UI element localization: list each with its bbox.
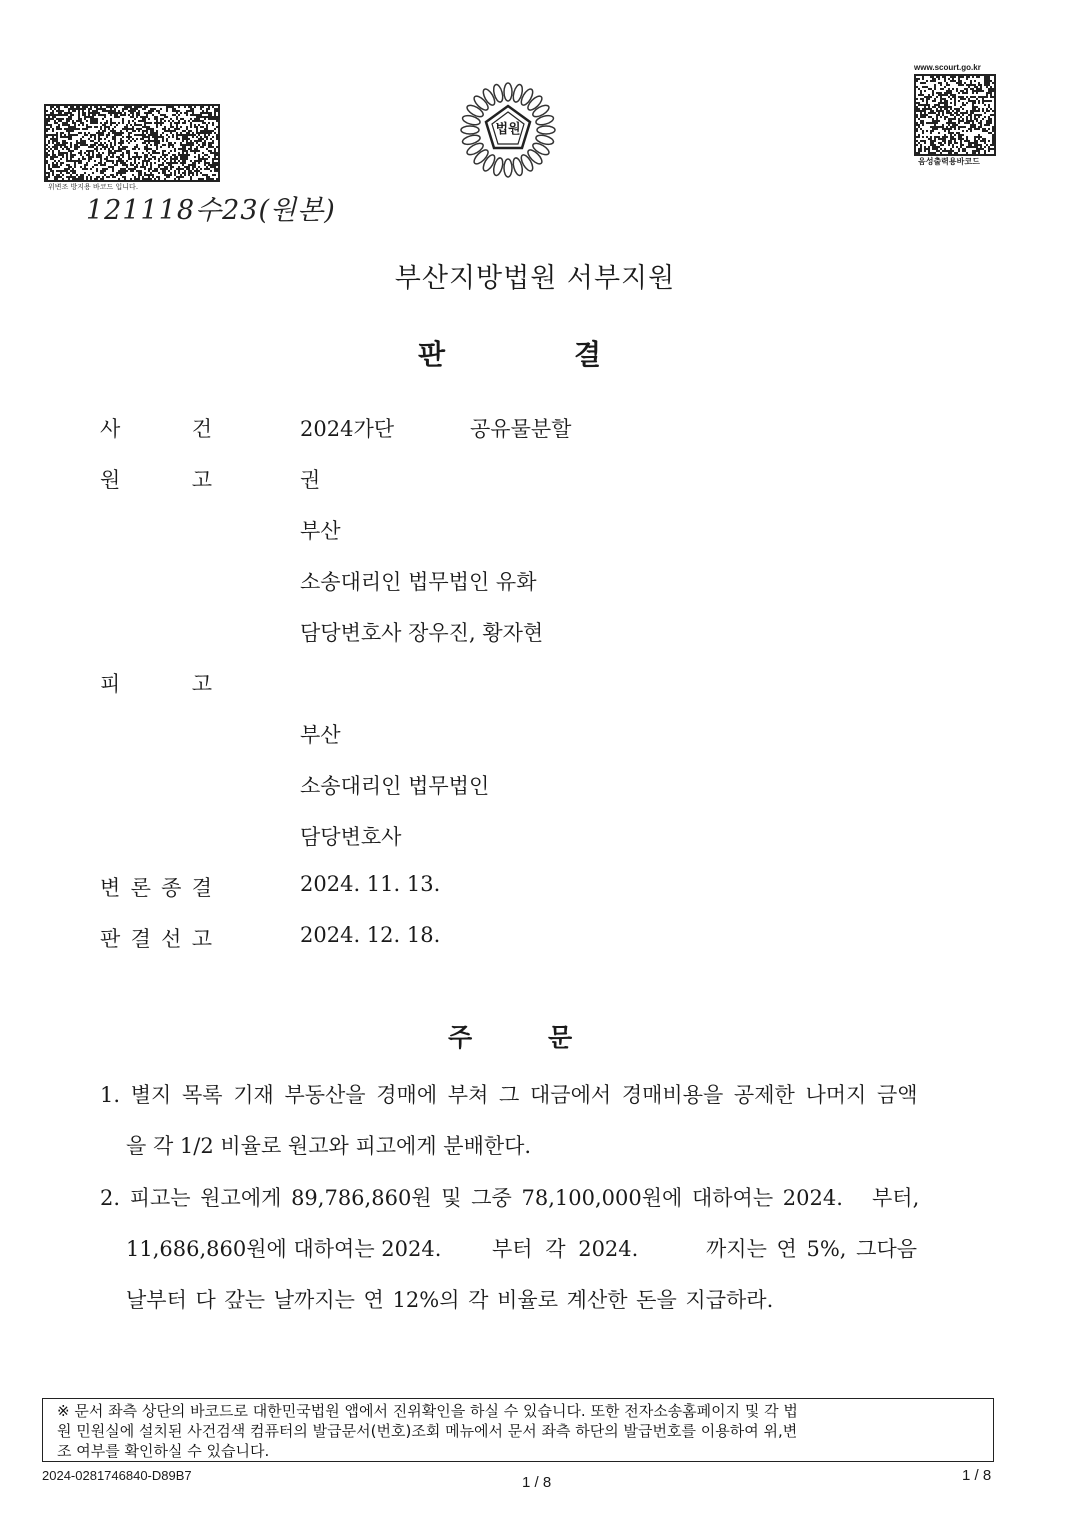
right-barcode-caption: 음성출력용바코드 <box>918 157 980 166</box>
plaintiff-label-char: 고 <box>191 468 212 492</box>
order-p1-line1: 1. 별지 목록 기재 부동산을 경매에 부쳐 그 대금에서 경매비용을 공제한 나머지 금액 <box>100 1083 918 1107</box>
judgment-date: 2024. 12. 18. <box>300 923 441 947</box>
defendant-label <box>100 668 212 698</box>
title-char-2: 결 <box>574 338 602 371</box>
authenticity-notice <box>42 1398 994 1462</box>
defendant-counsel: 소송대리인 법무법인 <box>300 774 490 798</box>
notice-line-2: 원 민원실에 설치된 사건검색 컴퓨터의 발급문서(번호)조회 메뉴에서 문서 좌측 하단의 발급번호를 이용하여 위,변 <box>57 1422 798 1440</box>
order-p1-line2: 을 각 1/2 비율로 원고와 피고에게 분배한다. <box>126 1134 532 1158</box>
emblem-label: 법원 <box>495 122 521 137</box>
plaintiff-attorneys: 담당변호사 장우진, 황자현 <box>300 621 544 645</box>
notice-line-1: ※ 문서 좌측 상단의 바코드로 대한민국법원 앱에서 진위확인을 하실 수 있습니다. 또한 전자소송홈페이지 및 각 법 <box>57 1402 798 1420</box>
authenticity-barcode <box>44 104 220 182</box>
closing-date: 2024. 11. 13. <box>300 872 441 896</box>
plaintiff-address: 부산 <box>300 519 341 543</box>
order-p2-line1a: 2. 피고는 원고에게 89,786,860원 및 그중 78,100,000원에 대하여는 2024. <box>100 1186 843 1210</box>
barcode-pattern-right <box>916 76 994 154</box>
closing-label-char: 종 <box>161 876 182 900</box>
closing-label <box>100 872 212 902</box>
case-label <box>100 413 212 443</box>
judgment-label-char: 결 <box>130 927 151 951</box>
closing-label-char: 변 <box>100 876 121 900</box>
case-number: 2024가단 <box>300 417 395 441</box>
judgment-label-char: 고 <box>191 927 212 951</box>
left-barcode-caption: 위변조 방지용 바코드 입니다. <box>48 183 139 191</box>
page-number-right: 1 / 8 <box>962 1467 992 1484</box>
judgment-label-char: 판 <box>100 927 121 951</box>
case-label-char: 건 <box>191 417 212 441</box>
plaintiff-counsel: 소송대리인 법무법인 유화 <box>300 570 537 594</box>
notice-line-3: 조 여부를 확인하실 수 있습니다. <box>57 1442 270 1460</box>
court-name: 부산지방법원 서부지원 <box>394 263 676 294</box>
judgment-label-char: 선 <box>161 927 182 951</box>
plaintiff-name: 권 <box>300 468 321 492</box>
audio-barcode <box>914 74 996 156</box>
order-p2-line2a: 11,686,860원에 대하여는 2024. <box>126 1237 442 1261</box>
order-p2-line1b: 부터, <box>872 1186 920 1210</box>
title-char-1: 판 <box>418 338 446 371</box>
judgment-label <box>100 923 212 953</box>
scourt-url: www.scourt.go.kr <box>914 63 981 72</box>
closing-label-char: 론 <box>130 876 151 900</box>
plaintiff-label <box>100 464 212 494</box>
page-number-center: 1 / 8 <box>522 1474 552 1491</box>
court-emblem <box>454 76 562 184</box>
defendant-label-char: 고 <box>191 672 212 696</box>
order-p2-line3: 날부터 다 갚는 날까지는 연 12%의 각 비율로 계산한 돈을 지급하라. <box>126 1288 774 1312</box>
order-heading-char-1: 주 <box>448 1023 473 1052</box>
case-name: 공유물분할 <box>470 417 572 441</box>
closing-label-char: 결 <box>191 876 212 900</box>
plaintiff-label-char: 원 <box>100 468 121 492</box>
defendant-attorneys: 담당변호사 <box>300 825 402 849</box>
order-p2-line2c: 까지는 연 5%, 그다음 <box>706 1237 918 1261</box>
case-label-char: 사 <box>100 417 121 441</box>
issue-number: 2024-0281746840-D89B7 <box>42 1468 192 1483</box>
barcode-pattern-left <box>46 106 218 180</box>
defendant-address: 부산 <box>300 723 341 747</box>
handwritten-note: 121118수23(원본) <box>86 195 336 226</box>
order-heading-char-2: 문 <box>548 1023 573 1052</box>
order-p2-line2b: 부터 각 2024. <box>492 1237 639 1261</box>
defendant-label-char: 피 <box>100 672 121 696</box>
